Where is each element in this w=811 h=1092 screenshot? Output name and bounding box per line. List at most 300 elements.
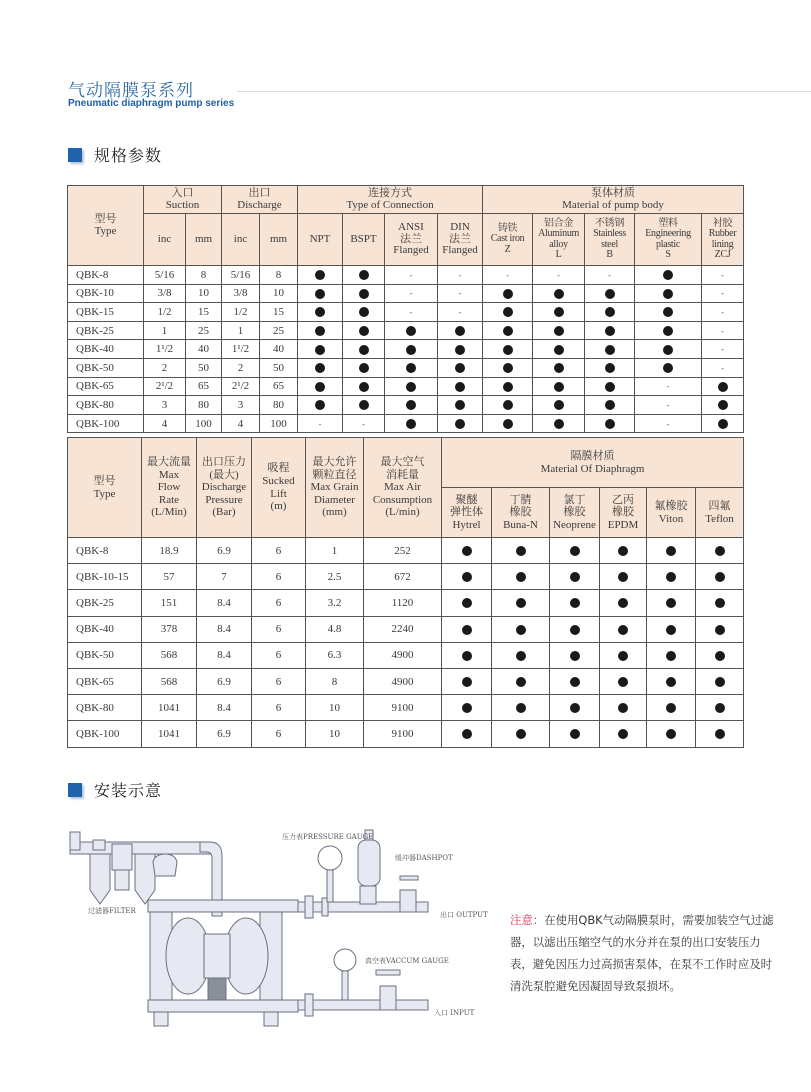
cell-pressure: 8.4	[197, 616, 252, 642]
not-available-dash: -	[721, 269, 725, 280]
cell-din	[438, 358, 483, 377]
header-neoprene-en: Neoprene	[553, 518, 596, 531]
cell-ansi	[385, 377, 438, 396]
cell-type: QBK-8	[68, 266, 144, 285]
cell-diaphragm	[696, 564, 744, 590]
cell-d_inc: 1	[222, 321, 260, 340]
cell-pressure: 8.4	[197, 695, 252, 721]
supported-dot-icon	[570, 546, 580, 556]
cell-din	[438, 284, 483, 303]
not-available-dash: -	[721, 288, 725, 299]
header-ansi-en: ANSI	[398, 221, 424, 234]
cell-air: 2240	[364, 616, 442, 642]
cell-din	[438, 303, 483, 322]
supported-dot-icon	[455, 345, 465, 355]
cell-diaphragm	[550, 721, 600, 747]
cell-npt	[298, 284, 343, 303]
supported-dot-icon	[618, 625, 628, 635]
supported-dot-icon	[554, 307, 564, 317]
supported-dot-icon	[715, 598, 725, 608]
header-viton-en: Viton	[658, 512, 684, 525]
cell-lift: 6	[252, 564, 306, 590]
cell-bspt	[343, 284, 385, 303]
cell-bspt	[343, 303, 385, 322]
cell-l	[533, 340, 585, 359]
header-epdm-cn2: 橡胶	[612, 506, 634, 519]
cell-grain: 1	[306, 538, 364, 564]
pump-installation-drawing	[60, 820, 510, 1030]
cell-diaphragm	[600, 590, 647, 616]
label-pressure-gauge: 压力表PRESSURE GAUGE	[282, 833, 374, 841]
cell-s_inc: 2¹/2	[144, 377, 186, 396]
header-material-cn: 泵体材质	[591, 186, 636, 199]
cell-d_inc: 4	[222, 414, 260, 433]
header-teflon-en: Teflon	[705, 512, 734, 525]
header-aluminum-en: Aluminum	[538, 228, 579, 239]
cell-lift: 6	[252, 616, 306, 642]
supported-dot-icon	[359, 289, 369, 299]
header-cast-iron	[483, 214, 533, 266]
cell-npt	[298, 377, 343, 396]
cell-d_mm: 10	[260, 284, 298, 303]
cell-s	[635, 321, 702, 340]
supported-dot-icon	[605, 400, 615, 410]
header-viton-cn: 氟橡胶	[654, 499, 688, 512]
supported-dot-icon	[455, 363, 465, 373]
supported-dot-icon	[406, 419, 416, 429]
cell-air: 4900	[364, 642, 442, 668]
cell-b	[585, 414, 635, 433]
supported-dot-icon	[715, 572, 725, 582]
cell-type: QBK-40	[68, 340, 144, 359]
cell-bspt	[343, 266, 385, 285]
cell-diaphragm	[550, 616, 600, 642]
cell-ansi	[385, 303, 438, 322]
performance-diaphragm-rows	[68, 538, 744, 748]
cell-l	[533, 284, 585, 303]
cell-l	[533, 358, 585, 377]
cell-diaphragm	[442, 590, 492, 616]
cell-ansi	[385, 414, 438, 433]
table-row	[68, 358, 744, 377]
cell-diaphragm	[647, 695, 696, 721]
table-row	[68, 284, 744, 303]
note-text: 在使用QBK气动隔膜泵时，需要加装空气过滤器，以滤出压缩空气的水分并在泵的出口安装压力表，避免因压力过高损害泵体，在泵不工作时应及时清洗泵腔避免因凝固导致泵损坏。	[510, 913, 774, 993]
cell-b	[585, 377, 635, 396]
header-pressure-cn: 出口压力	[202, 455, 246, 468]
cell-type: QBK-50	[68, 358, 144, 377]
header-discharge	[222, 186, 298, 214]
header-air-en2: Consumption	[372, 493, 433, 506]
supported-dot-icon	[503, 326, 513, 336]
cell-b	[585, 321, 635, 340]
supported-dot-icon	[715, 546, 725, 556]
cell-d_mm: 65	[260, 377, 298, 396]
header-connection	[298, 186, 483, 214]
not-available-dash: -	[608, 269, 612, 280]
installation-diagram	[60, 820, 510, 1030]
section-install-heading	[68, 778, 162, 801]
table-row	[68, 668, 744, 694]
cell-diaphragm	[600, 538, 647, 564]
cell-diaphragm	[647, 642, 696, 668]
not-available-dash: -	[666, 418, 670, 429]
cell-ansi	[385, 358, 438, 377]
cell-diaphragm	[550, 668, 600, 694]
cell-d_mm: 40	[260, 340, 298, 359]
table-row	[68, 721, 744, 747]
cell-z	[483, 266, 533, 285]
supported-dot-icon	[462, 677, 472, 687]
cell-type: QBK-80	[68, 695, 142, 721]
header-rubber	[702, 214, 744, 266]
cell-diaphragm	[647, 668, 696, 694]
header-plastic-en: Engineering	[645, 228, 691, 239]
header-discharge-mm: mm	[260, 214, 298, 266]
cell-grain: 10	[306, 695, 364, 721]
cell-diaphragm	[550, 642, 600, 668]
cell-lift: 6	[252, 538, 306, 564]
supported-dot-icon	[554, 400, 564, 410]
supported-dot-icon	[503, 382, 513, 392]
cell-pressure: 7	[197, 564, 252, 590]
table-row	[68, 321, 744, 340]
cell-flow: 568	[142, 668, 197, 694]
section-square-icon	[68, 148, 82, 162]
not-available-dash: -	[458, 269, 462, 280]
cell-z	[483, 303, 533, 322]
header-cast-iron-en: Cast iron	[490, 233, 525, 245]
label-output: 出口 OUTPUT	[440, 911, 488, 919]
supported-dot-icon	[503, 400, 513, 410]
header-diaphragm-cn: 隔膜材质	[570, 449, 615, 462]
cell-diaphragm	[600, 721, 647, 747]
header-grain-cn: 最大允许	[312, 455, 357, 468]
cell-diaphragm	[442, 668, 492, 694]
cell-flow: 378	[142, 616, 197, 642]
cell-diaphragm	[696, 668, 744, 694]
not-available-dash: -	[458, 288, 462, 299]
cell-s_inc: 2	[144, 358, 186, 377]
cell-diaphragm	[442, 695, 492, 721]
supported-dot-icon	[605, 382, 615, 392]
cell-diaphragm	[647, 590, 696, 616]
cell-d_inc: 2¹/2	[222, 377, 260, 396]
not-available-dash: -	[409, 306, 413, 317]
table-row	[68, 266, 744, 285]
label-filter: 过滤器FILTER	[88, 907, 136, 915]
supported-dot-icon	[554, 345, 564, 355]
cell-b	[585, 340, 635, 359]
cell-s_inc: 4	[144, 414, 186, 433]
cell-type: QBK-40	[68, 616, 142, 642]
cell-npt	[298, 266, 343, 285]
header-stainless	[585, 214, 635, 266]
cell-s_mm: 65	[186, 377, 222, 396]
supported-dot-icon	[516, 598, 526, 608]
cell-zcj	[702, 303, 744, 322]
cell-type: QBK-100	[68, 414, 144, 433]
header-npt: NPT	[298, 214, 343, 266]
header-max-flow	[142, 438, 197, 538]
cell-bspt	[343, 321, 385, 340]
header2-type-en: Type	[93, 487, 116, 500]
cell-d_inc: 3	[222, 396, 260, 415]
supported-dot-icon	[554, 382, 564, 392]
supported-dot-icon	[570, 625, 580, 635]
not-available-dash: -	[458, 306, 462, 317]
cell-ansi	[385, 266, 438, 285]
header-plastic	[635, 214, 702, 266]
not-available-dash: -	[666, 399, 670, 410]
cell-s	[635, 266, 702, 285]
cell-lift: 6	[252, 590, 306, 616]
header-epdm	[600, 488, 647, 538]
title-divider	[237, 91, 811, 92]
supported-dot-icon	[570, 703, 580, 713]
header-pressure-cn2: (最大)	[209, 468, 239, 481]
cell-diaphragm	[550, 564, 600, 590]
supported-dot-icon	[359, 307, 369, 317]
header-max-flow-en2: Flow	[157, 481, 181, 494]
supported-dot-icon	[516, 546, 526, 556]
supported-dot-icon	[462, 598, 472, 608]
cell-s_inc: 1¹/2	[144, 340, 186, 359]
header-air-cn: 最大空气	[380, 455, 425, 468]
page-title: 气动隔膜泵系列	[68, 81, 194, 101]
table-row	[68, 377, 744, 396]
header-grain-en2: Diameter	[314, 493, 355, 506]
label-input: 入口 INPUT	[434, 1009, 475, 1017]
header-aluminum-cn: 铝合金	[543, 217, 574, 229]
cell-diaphragm	[647, 721, 696, 747]
cell-type: QBK-10-15	[68, 564, 142, 590]
cell-s_inc: 3/8	[144, 284, 186, 303]
supported-dot-icon	[462, 546, 472, 556]
cell-diaphragm	[550, 538, 600, 564]
supported-dot-icon	[406, 382, 416, 392]
cell-diaphragm	[600, 668, 647, 694]
cell-d_inc: 5/16	[222, 266, 260, 285]
supported-dot-icon	[618, 703, 628, 713]
header-epdm-cn: 乙丙	[612, 493, 634, 506]
cell-ansi	[385, 340, 438, 359]
cell-din	[438, 340, 483, 359]
performance-diaphragm-table	[67, 437, 744, 748]
header-suction-inc: inc	[144, 214, 186, 266]
cell-flow: 151	[142, 590, 197, 616]
header2-type-cn: 型号	[93, 474, 116, 487]
cell-diaphragm	[696, 642, 744, 668]
cell-z	[483, 396, 533, 415]
cell-zcj	[702, 321, 744, 340]
supported-dot-icon	[315, 326, 325, 336]
header-buna-cn: 丁腈	[509, 493, 532, 506]
supported-dot-icon	[359, 270, 369, 280]
cell-diaphragm	[696, 695, 744, 721]
supported-dot-icon	[663, 270, 673, 280]
cell-b	[585, 284, 635, 303]
supported-dot-icon	[406, 345, 416, 355]
header-type	[68, 186, 144, 266]
cell-s_inc: 5/16	[144, 266, 186, 285]
supported-dot-icon	[406, 363, 416, 373]
not-available-dash: -	[318, 418, 322, 429]
supported-dot-icon	[315, 307, 325, 317]
header-plastic-code: S	[665, 249, 671, 260]
supported-dot-icon	[516, 677, 526, 687]
cell-diaphragm	[442, 642, 492, 668]
cell-d_mm: 8	[260, 266, 298, 285]
installation-note	[510, 909, 780, 997]
cell-bspt	[343, 396, 385, 415]
header-grain-en: Max Grain	[310, 481, 359, 494]
cell-l	[533, 303, 585, 322]
supported-dot-icon	[715, 729, 725, 739]
cell-d_inc: 1¹/2	[222, 340, 260, 359]
cell-d_inc: 1/2	[222, 303, 260, 322]
header-teflon-cn: 四氟	[708, 499, 731, 512]
cell-diaphragm	[442, 538, 492, 564]
pump-body-spec-table	[67, 185, 744, 433]
header-din	[438, 214, 483, 266]
supported-dot-icon	[455, 419, 465, 429]
supported-dot-icon	[666, 625, 676, 635]
section-install-label: 安装示意	[94, 781, 163, 800]
cell-type: QBK-10	[68, 284, 144, 303]
section-specs-heading	[68, 143, 162, 166]
supported-dot-icon	[570, 677, 580, 687]
header-rubber-cn: 衬胶	[712, 217, 733, 229]
header-stainless-code: B	[606, 249, 613, 260]
supported-dot-icon	[618, 651, 628, 661]
supported-dot-icon	[462, 625, 472, 635]
cell-npt	[298, 321, 343, 340]
page-subtitle: Pneumatic diaphragm pump series	[68, 98, 235, 109]
supported-dot-icon	[503, 289, 513, 299]
header-pressure-en2: Pressure	[205, 493, 243, 506]
cell-l	[533, 266, 585, 285]
cell-s	[635, 284, 702, 303]
cell-pressure: 6.9	[197, 668, 252, 694]
supported-dot-icon	[315, 345, 325, 355]
cell-diaphragm	[600, 642, 647, 668]
header-suction-mm: mm	[186, 214, 222, 266]
supported-dot-icon	[455, 382, 465, 392]
header-air-unit: (L/min)	[385, 506, 420, 519]
cell-bspt	[343, 414, 385, 433]
supported-dot-icon	[503, 307, 513, 317]
cell-s_mm: 15	[186, 303, 222, 322]
header-pressure-unit: (Bar)	[212, 506, 236, 519]
cell-s_mm: 100	[186, 414, 222, 433]
cell-b	[585, 396, 635, 415]
header-ansi-cn: 法兰	[400, 232, 422, 245]
cell-ansi	[385, 284, 438, 303]
header-sucked-lift	[252, 438, 306, 538]
supported-dot-icon	[618, 729, 628, 739]
cell-z	[483, 284, 533, 303]
cell-diaphragm	[492, 721, 550, 747]
note-label: 注意：	[510, 913, 545, 927]
header-max-air	[364, 438, 442, 538]
header-suction-en: Suction	[165, 198, 200, 211]
cell-diaphragm	[442, 564, 492, 590]
cell-npt	[298, 396, 343, 415]
cell-npt	[298, 414, 343, 433]
cell-b	[585, 303, 635, 322]
supported-dot-icon	[605, 419, 615, 429]
header-rubber-en2: lining	[711, 238, 734, 250]
header-aluminum-code: L	[555, 249, 562, 260]
cell-grain: 3.2	[306, 590, 364, 616]
header-hytrel	[442, 488, 492, 538]
supported-dot-icon	[570, 651, 580, 661]
cell-type: QBK-25	[68, 590, 142, 616]
supported-dot-icon	[666, 703, 676, 713]
cell-diaphragm	[696, 721, 744, 747]
cell-bspt	[343, 358, 385, 377]
cell-type: QBK-80	[68, 396, 144, 415]
header-diaphragm-en: Material Of Diaphragm	[540, 462, 645, 475]
supported-dot-icon	[663, 363, 673, 373]
header-diaphragm	[442, 438, 744, 488]
header-connection-cn: 连接方式	[368, 186, 413, 199]
cell-din	[438, 414, 483, 433]
pump-body-spec-rows	[68, 266, 744, 433]
supported-dot-icon	[462, 729, 472, 739]
header-discharge-cn: 出口	[248, 186, 271, 199]
cell-zcj	[702, 396, 744, 415]
header-discharge-inc: inc	[222, 214, 260, 266]
header-lift-en: Sucked	[262, 474, 295, 487]
cell-din	[438, 321, 483, 340]
table-row	[68, 340, 744, 359]
cell-diaphragm	[492, 590, 550, 616]
cell-d_mm: 25	[260, 321, 298, 340]
supported-dot-icon	[462, 651, 472, 661]
header-connection-en: Type of Connection	[346, 198, 434, 211]
supported-dot-icon	[663, 345, 673, 355]
header-discharge-en: Discharge	[237, 198, 282, 211]
supported-dot-icon	[516, 572, 526, 582]
cell-type: QBK-15	[68, 303, 144, 322]
table-row	[68, 642, 744, 668]
cell-d_mm: 100	[260, 414, 298, 433]
not-available-dash: -	[506, 269, 510, 280]
cell-diaphragm	[647, 564, 696, 590]
cell-lift: 6	[252, 721, 306, 747]
cell-pressure: 6.9	[197, 721, 252, 747]
header-neoprene	[550, 488, 600, 538]
cell-diaphragm	[550, 590, 600, 616]
supported-dot-icon	[618, 598, 628, 608]
supported-dot-icon	[455, 400, 465, 410]
cell-s_mm: 10	[186, 284, 222, 303]
not-available-dash: -	[721, 306, 725, 317]
header-rubber-code: ZCJ	[714, 249, 731, 260]
header-neoprene-cn2: 橡胶	[563, 506, 586, 519]
supported-dot-icon	[406, 326, 416, 336]
label-dashpot: 缓冲器DASHPOT	[395, 854, 453, 862]
header-bspt: BSPT	[343, 214, 385, 266]
cell-type: QBK-65	[68, 668, 142, 694]
cell-s	[635, 377, 702, 396]
header-type-cn: 型号	[94, 212, 117, 225]
supported-dot-icon	[715, 703, 725, 713]
supported-dot-icon	[554, 289, 564, 299]
not-available-dash: -	[409, 269, 413, 280]
